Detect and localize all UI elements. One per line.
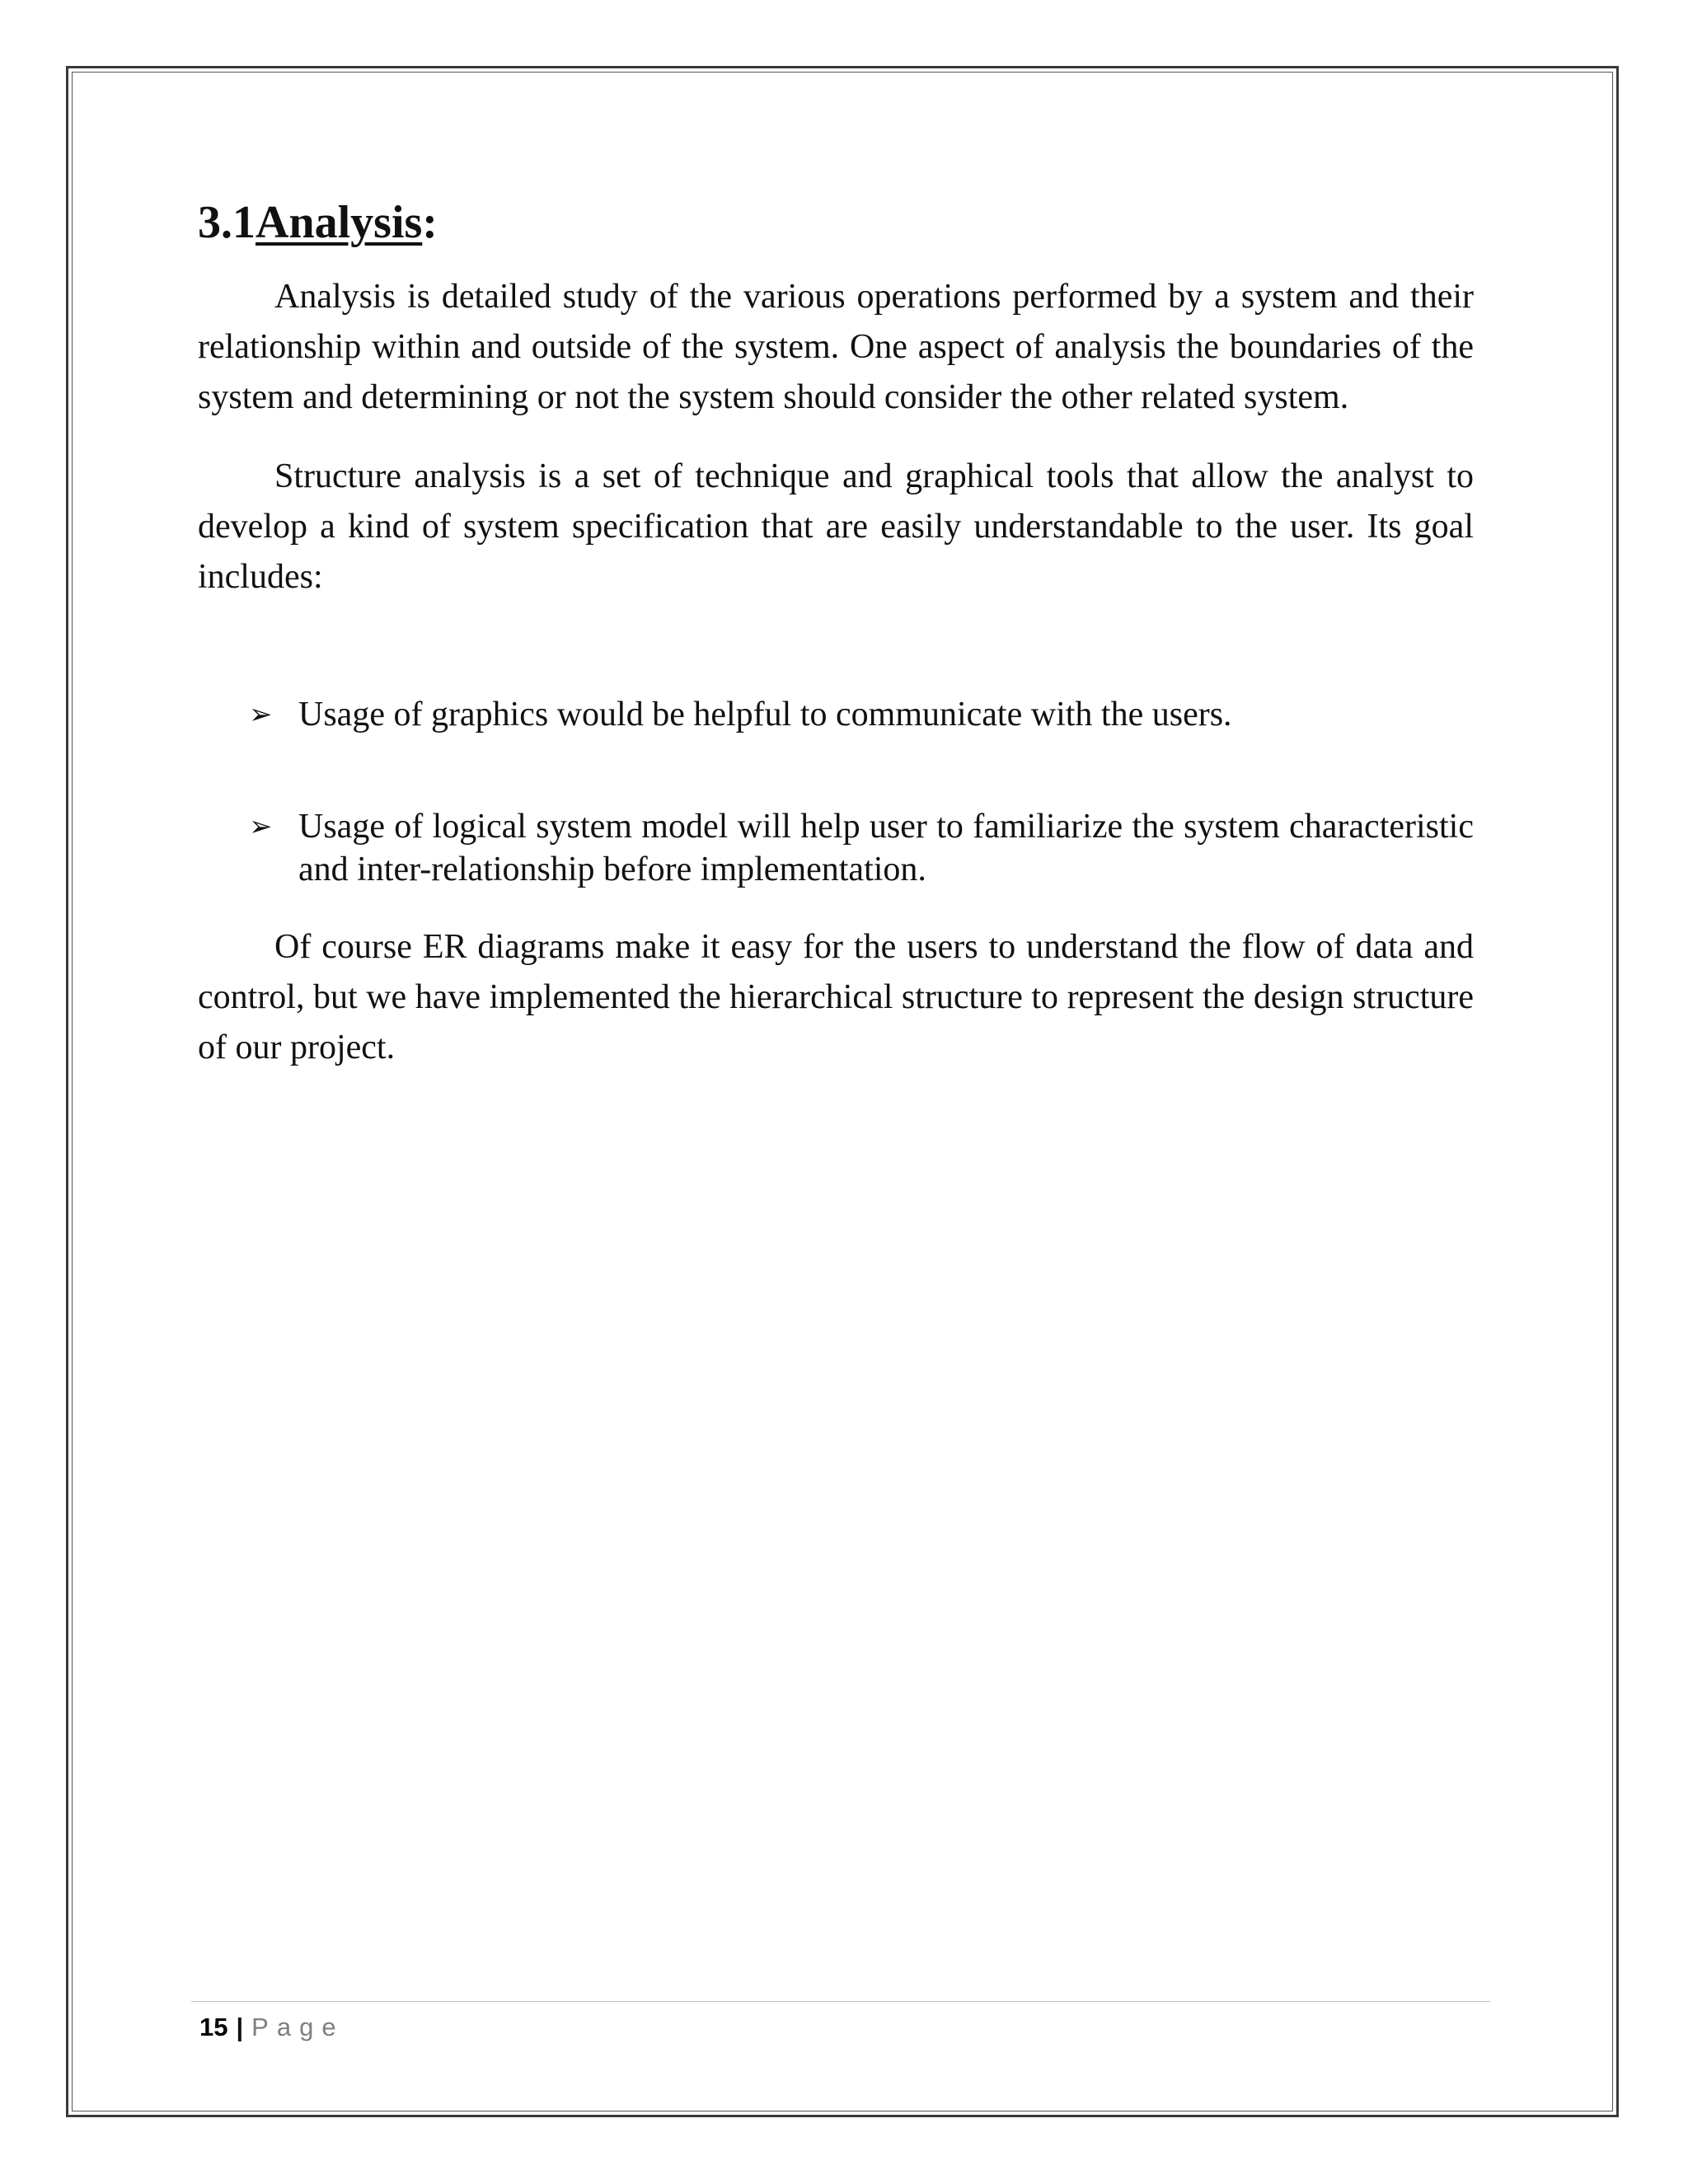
paragraph-structure-analysis: Structure analysis is a set of technique and graphical tools that allow the analyst to develop a kind of system specification that are easily understandable to the user. Its goal includes:	[198, 457, 1474, 596]
page-content	[198, 190, 1474, 1102]
paragraph-closing: Of course ER diagrams make it easy for the users to understand the flow of data and control, but we have implemented the hierarchical structure to represent the design structure of our project.	[198, 928, 1474, 1066]
goals-list	[198, 693, 1474, 891]
list-item	[198, 693, 1474, 736]
footer-divider	[191, 2001, 1490, 2002]
arrow-bullet-icon: ➢	[249, 698, 273, 731]
section-title: Analysis	[256, 197, 423, 248]
page-footer	[199, 2011, 345, 2044]
list-item-text: Usage of graphics would be helpful to communicate with the users.	[298, 696, 1232, 733]
section-colon: :	[422, 197, 438, 248]
list-item-text: Usage of logical system model will help user to familiarize the system characteristic and inter-relationship before implementation.	[298, 808, 1474, 888]
arrow-bullet-icon: ➢	[249, 810, 273, 843]
paragraph-analysis-definition: Analysis is detailed study of the various operations performed by a system and their relationship within and outside of the system. One aspect of analysis the boundaries of the system and determining or not the system should consider the other related system.	[198, 278, 1474, 416]
section-heading	[198, 190, 1474, 255]
page-number: 15	[199, 2013, 228, 2041]
list-item	[198, 805, 1474, 891]
section-number: 3.1	[198, 197, 256, 248]
footer-separator: |	[236, 2013, 244, 2041]
page-label: Page	[251, 2013, 345, 2041]
